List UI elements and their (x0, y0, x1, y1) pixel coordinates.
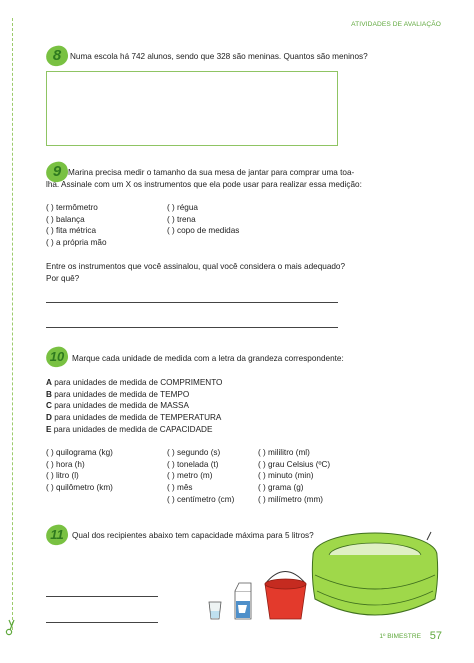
unit-option[interactable]: ( ) litro (l) (46, 471, 79, 481)
unit-option[interactable]: ( ) mês (167, 483, 193, 493)
unit-option[interactable]: ( ) centímetro (cm) (167, 494, 235, 504)
question-10-badge: 10 (46, 347, 68, 367)
unit-option[interactable]: ( ) mililitro (ml) (258, 448, 310, 457)
question-11-text: Qual dos recipientes abaixo tem capacidade máxima para 5 litros? (72, 531, 314, 540)
option-termometro[interactable]: ( ) termômetro (46, 203, 98, 212)
question-9-badge: 9 (46, 162, 68, 182)
footer-bimester: 1º BIMESTRE (379, 633, 421, 640)
option-trena[interactable]: ( ) trena (167, 214, 196, 224)
answer-line[interactable] (46, 596, 158, 597)
question-8-badge: 8 (46, 46, 68, 66)
question-9-followup-line1: Entre os instrumentos que você assinalou, qual você considera o mais adequado? (46, 262, 346, 271)
unit-option[interactable]: ( ) metro (m) (167, 471, 213, 481)
scissors-icon (5, 618, 20, 636)
option-copo-de-medidas[interactable]: ( ) copo de medidas (167, 226, 240, 236)
q10-units-col2 (167, 448, 234, 506)
question-8-text: Numa escola há 742 alunos, sendo que 328 são meninas. Quantos são meninos? (70, 52, 368, 61)
unit-option[interactable]: ( ) minuto (min) (258, 471, 314, 481)
cut-line (12, 18, 13, 630)
option-balanca[interactable]: ( ) balança (46, 214, 85, 224)
bucket-icon (265, 572, 306, 620)
legend-item: D para unidades de medida de TEMPERATURA (46, 413, 222, 423)
answer-box[interactable] (46, 71, 338, 146)
unit-option[interactable]: ( ) quilograma (kg) (46, 448, 113, 457)
unit-option[interactable]: ( ) grama (g) (258, 483, 304, 493)
page-number: 57 (429, 630, 442, 642)
option-regua[interactable]: ( ) régua (167, 203, 198, 212)
answer-line[interactable] (46, 302, 338, 303)
question-10-text: Marque cada unidade de medida com a letra da grandeza correspondente: (72, 354, 344, 363)
answer-line[interactable] (46, 622, 158, 623)
unit-option[interactable]: ( ) milímetro (mm) (258, 494, 324, 504)
unit-option[interactable]: ( ) tonelada (t) (167, 459, 219, 469)
unit-option[interactable]: ( ) hora (h) (46, 459, 85, 469)
unit-option[interactable]: ( ) quilômetro (km) (46, 483, 113, 493)
milk-carton-icon (235, 583, 251, 619)
containers-illustration (205, 515, 445, 625)
unit-option[interactable]: ( ) segundo (s) (167, 448, 221, 457)
option-propria-mao[interactable]: ( ) a própria mão (46, 238, 107, 248)
unit-option[interactable]: ( ) grau Celsius (ºC) (258, 459, 331, 469)
question-9-text-line2: lha. Assinale com um X os instrumentos que ela pode usar para realizar essa medição: (46, 180, 362, 189)
question-11-badge: 11 (46, 525, 68, 545)
pool-icon (312, 532, 437, 615)
q9-options-right (167, 203, 239, 238)
question-9-followup-line2: Por quê? (46, 274, 80, 283)
q10-units-col1 (46, 448, 113, 495)
glass-icon (209, 602, 221, 619)
answer-line[interactable] (46, 327, 338, 328)
option-fita-metrica[interactable]: ( ) fita métrica (46, 226, 97, 236)
q10-legend (46, 378, 222, 436)
legend-item: E para unidades de medida de CAPACIDADE (46, 424, 213, 434)
q9-options-left (46, 203, 107, 250)
legend-item: B para unidades de medida de TEMPO (46, 389, 190, 399)
legend-item: A para unidades de medida de COMPRIMENTO (46, 378, 223, 387)
q10-units-col3 (258, 448, 330, 506)
question-9-text-line1: Marina precisa medir o tamanho da sua mesa de jantar para comprar uma toa- (68, 168, 355, 177)
legend-item: C para unidades de medida de MASSA (46, 401, 189, 411)
section-header: ATIVIDADES DE AVALIAÇÃO (351, 21, 441, 28)
